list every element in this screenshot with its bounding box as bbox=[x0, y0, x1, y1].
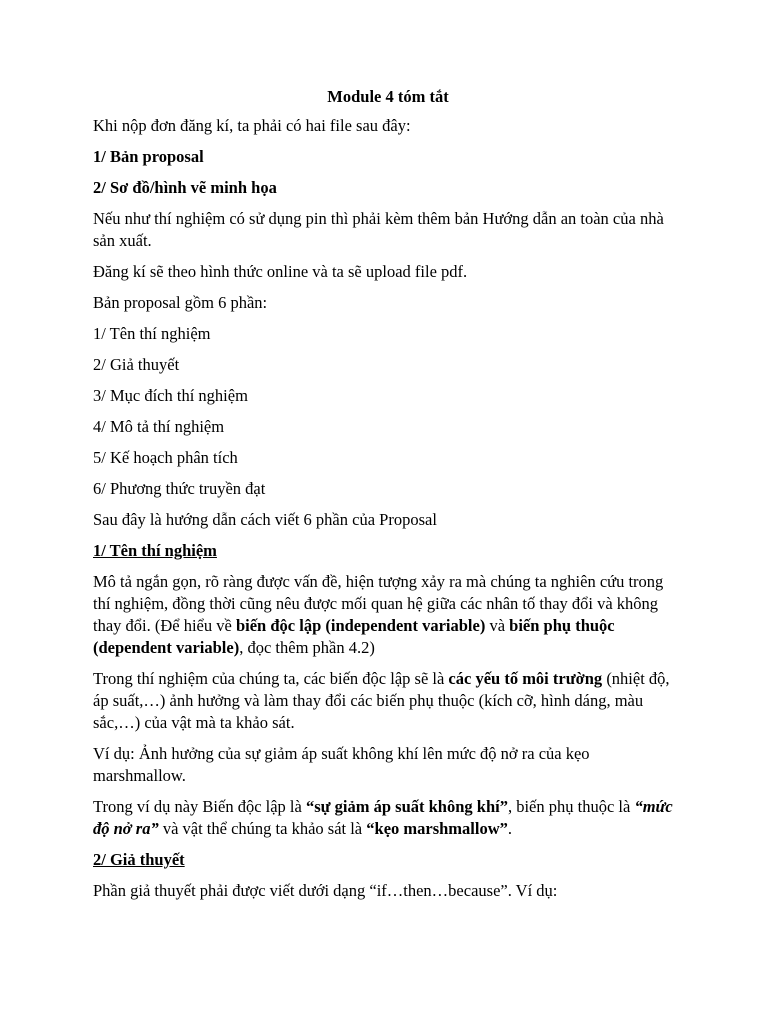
text-run: và bbox=[485, 616, 510, 635]
part-item: 2/ Giả thuyết bbox=[93, 355, 180, 374]
section2-paragraph-1: Phần giả thuyết phải được viết dưới dạng “if…then…because”. Ví dụ: bbox=[93, 881, 558, 900]
file-item-proposal: 1/ Bản proposal bbox=[93, 147, 204, 166]
text-run: . bbox=[507, 819, 513, 838]
dependent-variable-term: biến phụ thuộc (dependent variable) bbox=[93, 616, 615, 657]
environment-factors-term: các yếu tố môi trường bbox=[448, 669, 603, 688]
file-item-diagram: 2/ Sơ đồ/hình vẽ minh họa bbox=[93, 178, 277, 197]
parts-intro: Bản proposal gồm 6 phần: bbox=[93, 293, 268, 312]
section1-example: Ví dụ: Ảnh hưởng của sự giảm áp suất không khí lên mức độ nở ra của kẹo marshmallow. bbox=[93, 744, 590, 785]
battery-note: Nếu như thí nghiệm có sử dụng pin thì phải kèm thêm bản Hướng dẫn an toàn của nhà sản xuất. bbox=[93, 209, 664, 250]
example-independent-variable: “sự giảm áp suất không khí” bbox=[305, 797, 508, 816]
section1-paragraph-1 bbox=[93, 571, 683, 659]
example-object: “kẹo marshmallow” bbox=[366, 819, 508, 838]
intro-paragraph: Khi nộp đơn đăng kí, ta phải có hai file sau đây: bbox=[93, 116, 411, 135]
example-dependent-variable: “mức độ nở ra” bbox=[93, 797, 673, 838]
part-item: 5/ Kế hoạch phân tích bbox=[93, 448, 238, 467]
text-run: , biến phụ thuộc là bbox=[507, 797, 635, 816]
registration-note: Đăng kí sẽ theo hình thức online và ta sẽ upload file pdf. bbox=[93, 262, 468, 281]
independent-variable-term: biến độc lập (independent variable) bbox=[235, 616, 486, 635]
document-title: Module 4 tóm tắt bbox=[327, 87, 449, 106]
part-item: 1/ Tên thí nghiệm bbox=[93, 324, 211, 343]
guide-intro: Sau đây là hướng dẫn cách viết 6 phần của Proposal bbox=[93, 510, 437, 529]
text-run: Trong thí nghiệm của chúng ta, các biến độc lập sẽ là bbox=[93, 669, 449, 688]
text-run: , đọc thêm phần 4.2) bbox=[239, 638, 375, 657]
text-run: Trong ví dụ này Biến độc lập là bbox=[93, 797, 306, 816]
section1-paragraph-4 bbox=[93, 796, 683, 840]
text-run: (nhiệt độ, áp suất,…) ảnh hưởng và làm thay đổi các biến phụ thuộc (kích cỡ, hình dáng, màu sắc,…) của vật mà ta khảo sát. bbox=[93, 669, 670, 732]
text-run: Mô tả ngắn gọn, rõ ràng được vấn đề, hiện tượng xảy ra mà chúng ta nghiên cứu trong thí nghiệm, đồng thời cũng nêu được mối quan hệ giữa các nhân tố thay đổi và không thay đổi. (Để hiểu về bbox=[93, 572, 664, 635]
section2-heading: 2/ Giả thuyết bbox=[93, 850, 185, 869]
section1-heading: 1/ Tên thí nghiệm bbox=[93, 541, 217, 560]
part-item: 3/ Mục đích thí nghiệm bbox=[93, 386, 248, 405]
section1-paragraph-2 bbox=[93, 668, 683, 734]
part-item: 4/ Mô tả thí nghiệm bbox=[93, 417, 225, 436]
part-item: 6/ Phương thức truyền đạt bbox=[93, 479, 266, 498]
text-run: và vật thể chúng ta khảo sát là bbox=[158, 819, 367, 838]
document-page bbox=[93, 86, 683, 911]
